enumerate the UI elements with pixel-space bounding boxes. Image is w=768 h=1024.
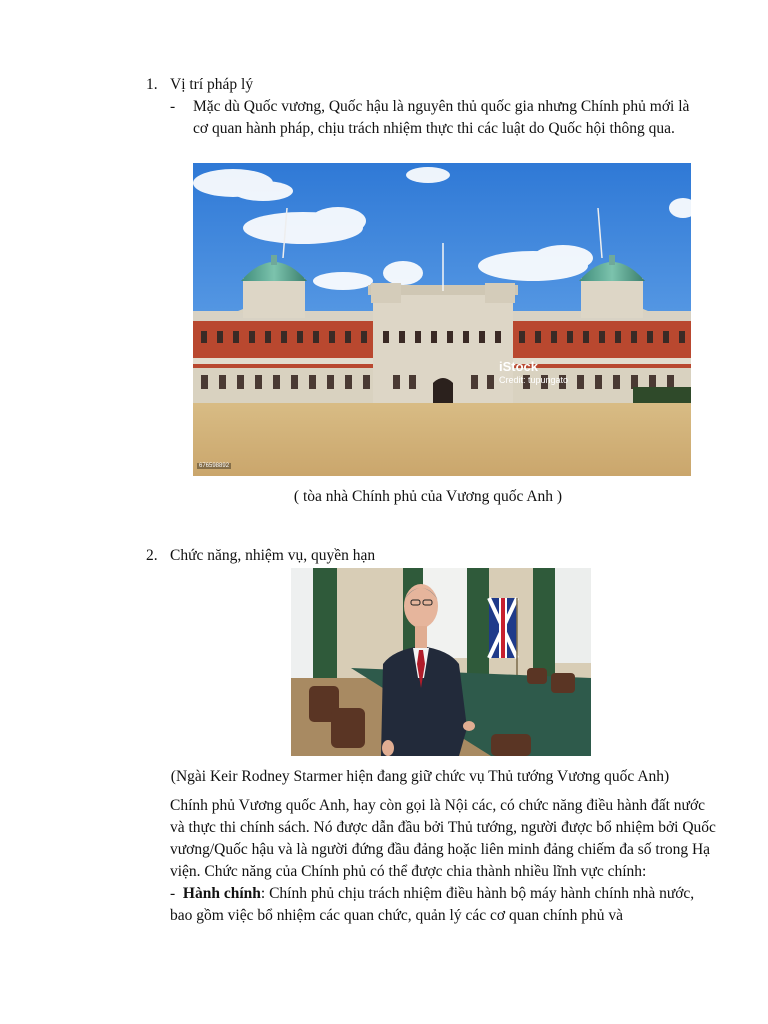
photo-credit-watermark: Credit: tupungato [499,375,569,385]
stock-id-label: 676598892 [199,463,230,469]
bullet-dash: - [170,98,176,115]
list-item-label: Hành chính [182,885,261,902]
list-dash: - [170,885,176,902]
list-item-administration [170,883,718,927]
section-1-bullet [170,96,690,140]
building-photo-caption: ( tòa nhà Chính phủ của Vương quốc Anh ) [293,488,563,505]
section-2-title: Chức năng, nhiệm vụ, quyền hạn [170,547,376,564]
section-1-title: Vị trí pháp lý [170,76,254,93]
section-1-number: 1. [146,76,158,93]
prime-minister-caption: (Ngài Keir Rodney Starmer hiện đang giữ chức vụ Thủ tướng Vương quốc Anh) [170,768,670,785]
section-2-heading [146,545,375,567]
section-2-body [170,795,718,927]
government-building-photo [193,163,691,476]
prime-minister-photo [291,568,591,756]
section-1-heading [146,74,253,96]
section-2-paragraph: Chính phủ Vương quốc Anh, hay còn gọi là Nội các, có chức năng điều hành đất nước và thực thi chính sách. Nó được dẫn đầu bởi Thủ tướng, người được bổ nhiệm bởi Quốc vương/Quốc hậu và là người đứng đầu đảng hoặc liên minh đảng chiếm đa số trong Hạ viện. Chức năng của Chính phủ có thể được chia thành nhiều lĩnh vực chính: [170,797,716,880]
section-2-number: 2. [146,547,158,564]
section-1-bullet-text: Mặc dù Quốc vương, Quốc hậu là nguyên thủ quốc gia nhưng Chính phủ mới là cơ quan hành pháp, chịu trách nhiệm thực thi các luật do Quốc hội thông qua. [193,98,690,137]
istock-watermark: iStock [499,359,539,374]
list-item-text: : Chính phủ chịu trách nhiệm điều hành bộ máy hành chính nhà nước, bao gồm việc bổ nhiệm các quan chức, quản lý các cơ quan chính phủ và [170,885,695,924]
